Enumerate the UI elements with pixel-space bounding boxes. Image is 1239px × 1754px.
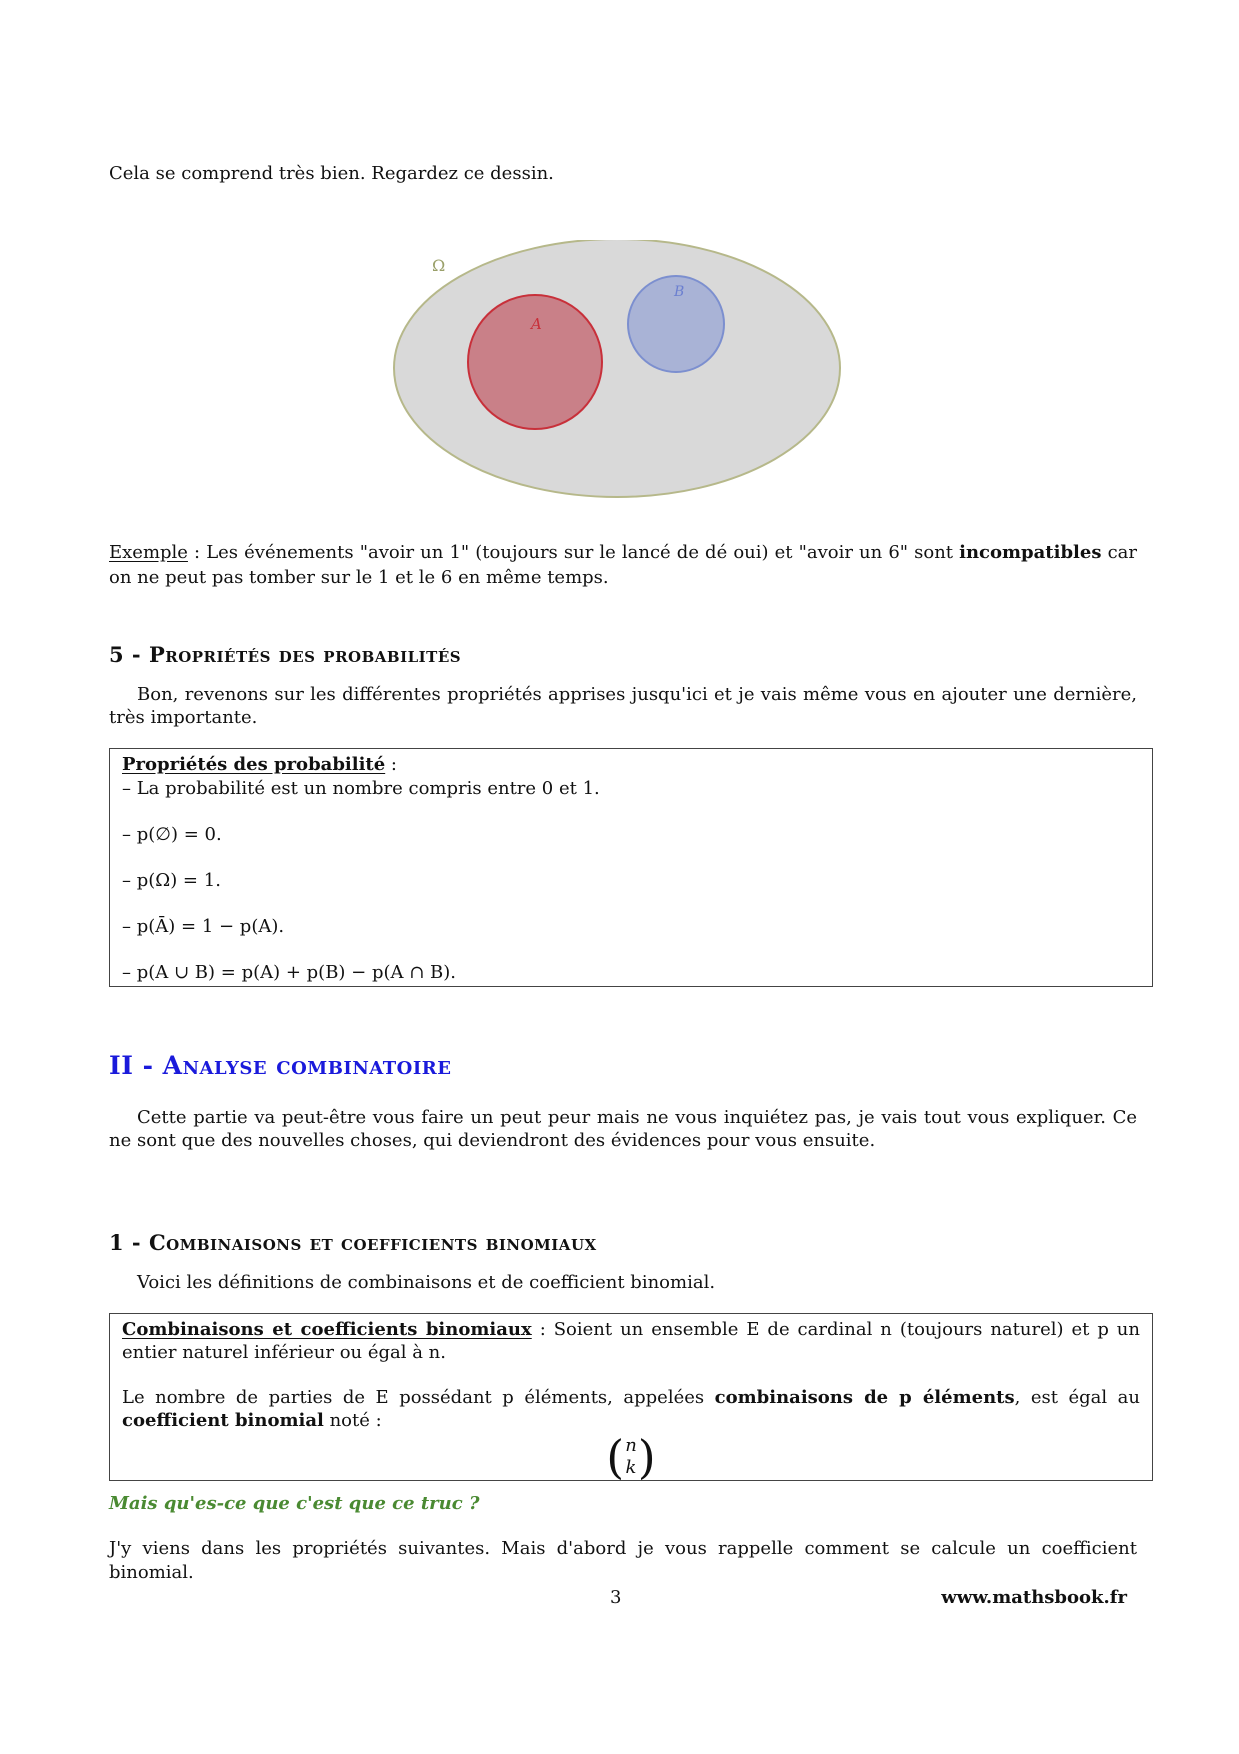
section-1-intro: Voici les définitions de combinaisons et de coefficient binomial.	[137, 1272, 716, 1293]
section-1-title: 1 - Combinaisons et coefficients binomiaux	[109, 1230, 597, 1255]
page-number: 3	[610, 1587, 622, 1608]
binomial-formula: ( n k )	[606, 1430, 656, 1484]
property-item: – p(Ā) = 1 − p(A).	[122, 916, 285, 937]
definition-box-title: Combinaisons et coefficients binomiaux	[122, 1319, 532, 1340]
part-2-intro: Cette partie va peut-être vous faire un peut peur mais ne vous inquiétez pas, je vais tout vous expliquer. Ce ne sont que des nouvelles choses, qui deviendront des évidences pour vous ensuite.	[109, 1107, 1137, 1151]
properties-box: Propriétés des probabilité : – La probabilité est un nombre compris entre 0 et 1. – p(∅) = 0. – p(Ω) = 1. – p(Ā) = 1 − p(A). – p(A ∪ B) = p(A) + p(B) − p(A ∩ B).	[109, 748, 1153, 987]
omega-label: Ω	[432, 256, 446, 275]
section-5-intro: Bon, revenons sur les différentes propriétés apprises jusqu'ici et je vais même vous en ajouter une dernière, très importante.	[109, 684, 1137, 728]
property-item: – p(A ∪ B) = p(A) + p(B) − p(A ∩ B).	[122, 962, 457, 983]
intro-text: Cela se comprend très bien. Regardez ce dessin.	[109, 163, 554, 184]
property-item: – p(∅) = 0.	[122, 824, 222, 845]
event-a-label: A	[531, 315, 542, 333]
property-item: – La probabilité est un nombre compris entre 0 et 1.	[122, 778, 600, 799]
section-5-title: 5 - Propriétés des probabilités	[109, 642, 462, 667]
example-paragraph: Exemple : Les événements "avoir un 1" (toujours sur le lancé de dé oui) et "avoir un 6" sont incompatibles car on ne peut pas tomber sur le 1 et le 6 en même temps.	[109, 542, 1137, 588]
universe-ellipse	[394, 240, 840, 497]
event-b-label: B	[674, 284, 685, 300]
incompatibles-term: incompatibles	[959, 542, 1102, 563]
venn-diagram	[380, 240, 860, 530]
question-text: Mais qu'es-ce que c'est que ce truc ?	[109, 1493, 480, 1514]
definition-text: Le nombre de parties de E possédant p éléments, appelées combinaisons de p éléments, est égal au coefficient binomial noté :	[122, 1387, 1140, 1431]
site-url[interactable]: www.mathsbook.fr	[941, 1587, 1127, 1608]
properties-box-title: Propriétés des probabilité	[122, 754, 386, 775]
example-label: Exemple	[109, 542, 188, 563]
definition-box: Combinaisons et coefficients binomiaux : Soient un ensemble E de cardinal n (toujours naturel) et p un entier naturel inférieur ou égal à n. Le nombre de parties de E possédant p éléments, appelées combinaisons de p éléments, est égal au coefficient binomial noté : ( n k )	[109, 1313, 1153, 1481]
closing-text: J'y viens dans les propriétés suivantes. Mais d'abord je vous rappelle comment se calcule un coefficient binomial.	[109, 1538, 1137, 1583]
property-item: – p(Ω) = 1.	[122, 870, 221, 891]
part-2-title: II - Analyse combinatoire	[109, 1051, 452, 1080]
